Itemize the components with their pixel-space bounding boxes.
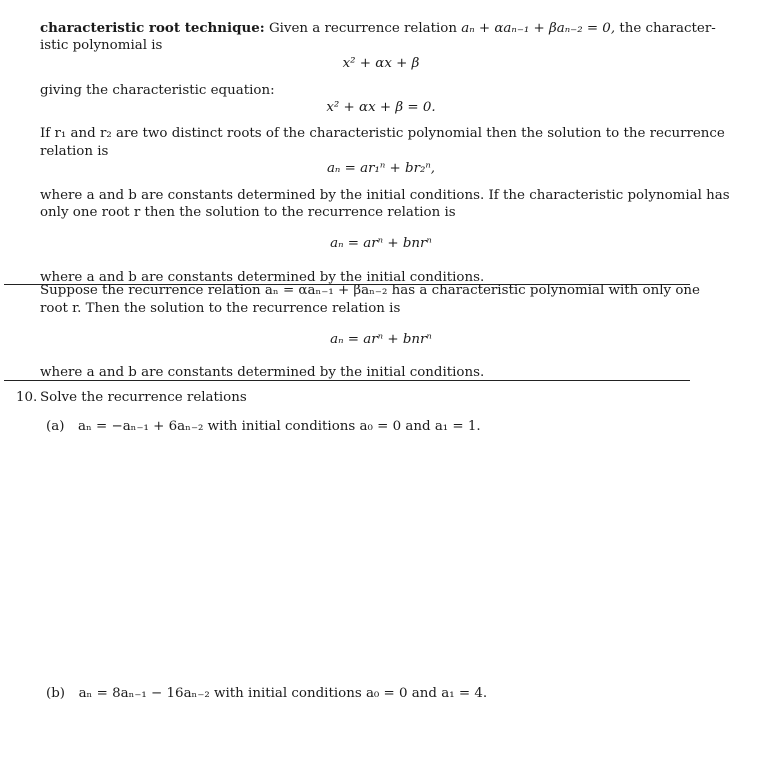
single-line-2: root r. Then the solution to the recurrence relation is [40,301,401,316]
divider-bottom [4,380,690,381]
part-b [46,686,487,702]
part-a-label: (a) [46,419,65,434]
part-b-text: aₙ = 8aₙ₋₁ − 16aₙ₋₂ with initial conditions a₀ = 0 and a₁ = 4. [78,686,488,701]
part-a [46,419,481,435]
distinct-line-1: If r₁ and r₂ are two distinct roots of the characteristic polynomial then the solution to the recurrence [40,126,725,141]
part-b-label: (b) [46,686,66,701]
intro-line-1-tail: the character- [619,21,716,36]
intro-line-1-text: Given a recurrence relation [268,21,457,36]
characteristic-polynomial: x² + αx + β [342,56,420,71]
single-line-1: Suppose the recurrence relation aₙ = αaₙ₋₁ + βaₙ₋₂ has a characteristic polynomial with only one [40,283,700,298]
intro-line-3: giving the characteristic equation: [40,83,275,98]
repeated-root-formula-2: aₙ = arⁿ + bnrⁿ [330,332,432,347]
intro-line-1 [40,20,716,37]
distinct-line-3: where a and b are constants determined by the initial conditions. If the characteristic polynomial has [40,188,730,203]
distinct-line-2: relation is [40,144,109,159]
distinct-line-4: only one root r then the solution to the recurrence relation is [40,205,456,220]
single-line-3: where a and b are constants determined by the initial conditions. [40,365,485,380]
part-a-text: aₙ = −aₙ₋₁ + 6aₙ₋₂ with initial conditions a₀ = 0 and a₁ = 1. [77,419,481,434]
recurrence-general-form: aₙ + αaₙ₋₁ + βaₙ₋₂ = 0, [461,21,616,36]
intro-line-2: istic polynomial is [40,38,163,53]
distinct-line-5: where a and b are constants determined by the initial conditions. [40,270,485,285]
term-characteristic-root-technique: characteristic root technique: [40,20,265,36]
problem-heading: Solve the recurrence relations [40,390,247,405]
distinct-roots-formula: aₙ = ar₁ⁿ + br₂ⁿ, [326,161,436,176]
characteristic-equation: x² + αx + β = 0. [326,100,436,115]
problem-number: 10. [16,390,38,405]
repeated-root-formula-1: aₙ = arⁿ + bnrⁿ [330,236,432,251]
